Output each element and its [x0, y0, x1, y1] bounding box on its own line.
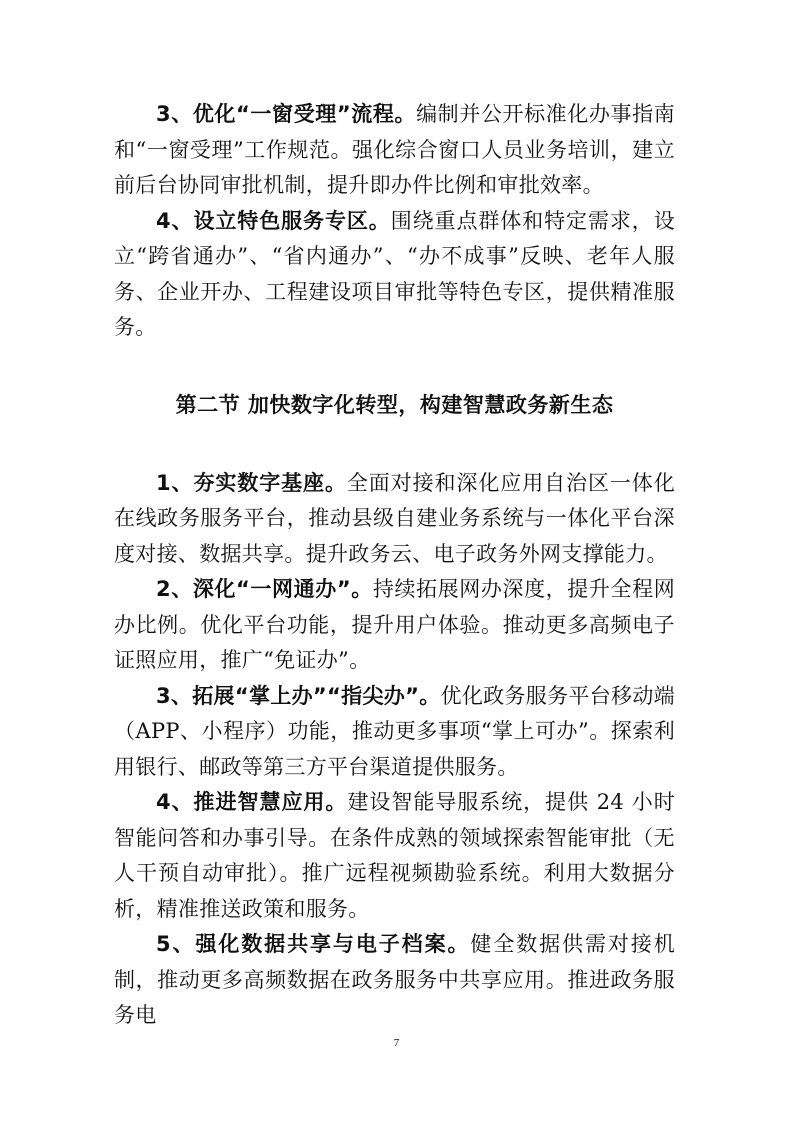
paragraph-text: 优化政务服务平台移动端（APP、小程序）功能，推动更多事项“掌上可办”。探索利用银行、邮政等第三方平台渠道提供服务。 — [114, 683, 675, 779]
paragraph-text: 建设智能导服系统，提供 24 小时智能问答和办事引导。在条件成熟的领域探索智能审批（无人干预自动审批）。推广远程视频勘验系统。利用大数据分析，精准推送政策和服务。 — [114, 790, 676, 921]
paragraph-special-service-zone — [114, 204, 675, 346]
paragraph-heading: 4、推进智慧应用。 — [156, 790, 348, 814]
paragraph-one-network — [114, 572, 675, 679]
paragraph-text: 编制并公开标准化办事指南和“一窗受理”工作规范。强化综合窗口人员业务培训，建立前后台协同审批机制，提升即办件比例和审批效率。 — [114, 102, 675, 197]
paragraph-text: 持续拓展网办深度，提升全程网办比例。优化平台功能，提升用户体验。推动更多高频电子证照应用，推广“免证办”。 — [114, 577, 676, 672]
paragraph-heading: 3、优化“一窗受理”流程。 — [156, 102, 417, 126]
paragraph-heading: 2、深化“一网通办”。 — [156, 577, 373, 601]
paragraph-heading: 5、强化数据共享与电子档案。 — [156, 932, 471, 956]
paragraph-smart-application — [114, 785, 675, 927]
paragraph-optimize-one-window — [114, 97, 675, 204]
paragraph-heading: 3、拓展“掌上办”“指尖办”。 — [156, 683, 441, 708]
paragraph-data-sharing — [114, 927, 675, 1034]
paragraph-heading: 4、设立特色服务专区。 — [156, 208, 391, 233]
paragraph-digital-foundation — [114, 466, 675, 573]
page-number: 7 — [393, 1037, 400, 1049]
paragraph-text: 健全数据供需对接机制，推动更多高频数据在政务服务中共享应用。推进政务服务电 — [114, 932, 676, 1027]
paragraph-text: 全面对接和深化应用自治区一体化在线政务服务平台，推动县级自建业务系统与一体化平台深度对接、数据共享。提升政务云、电子政务外网支撑能力。 — [114, 470, 676, 566]
document-body — [114, 97, 675, 1034]
section-title: 第二节 加快数字化转型，构建智慧政务新生态 — [175, 392, 614, 417]
paragraph-text: 围绕重点群体和特定需求，设立“跨省通办”、“省内通办”、“办不成事”反映、老年人服务、企业开办、工程建设项目审批等特色专区，提供精准服务。 — [114, 208, 675, 339]
paragraph-mobile-service — [114, 679, 675, 786]
paragraph-heading: 1、夯实数字基座。 — [156, 470, 347, 495]
